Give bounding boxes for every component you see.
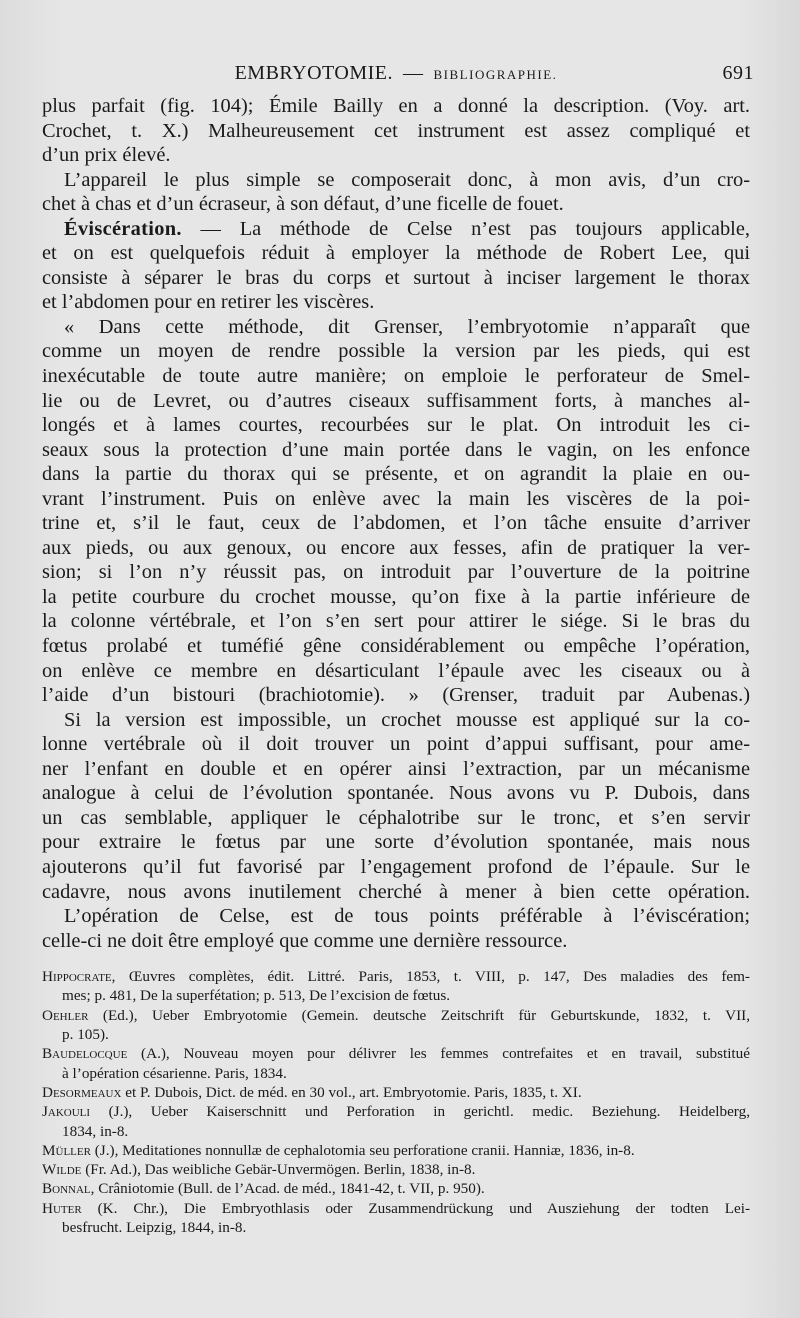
- text-line: inexécutable de toute autre manière; on emploie le perforateur de Smel-: [42, 365, 750, 388]
- text-fragment: (J.), Meditationes nonnullæ de cephalotomia seu perforatione cranii. Hanniæ, 1836, in-8.: [90, 1141, 635, 1159]
- bibliography-author: Huter: [42, 1199, 82, 1217]
- running-title: [235, 62, 558, 85]
- bibliography-author: Müller: [42, 1141, 91, 1159]
- text-line: L’opération de Celse, est de tous points préférable à l’éviscération;: [64, 905, 750, 928]
- text-line: consiste à séparer le bras du corps et surtout à inciser largement le thorax: [42, 266, 750, 289]
- text-line: un cas semblable, appliquer le céphalotribe sur le tronc, et s’en servir: [42, 806, 750, 829]
- text-line: analogue à celui de l’évolution spontanée. Nous avons vu P. Dubois, dans: [42, 782, 750, 805]
- bibliography-entry: [42, 1102, 750, 1141]
- text-line: Si la version est impossible, un crochet mousse est appliqué sur la co-: [64, 708, 750, 731]
- bibliography-author: Baudelocque: [42, 1045, 128, 1063]
- bibliography-entry: [42, 1006, 750, 1045]
- text-line: la colonne vértébrale, et l’on s’en sert pour attirer le siége. Si le bras du: [42, 610, 750, 633]
- text-fragment: (A.), Nouveau moyen pour délivrer les femmes contrefaites et en travail, substitué: [127, 1045, 750, 1063]
- bibliography-author: Oehler: [42, 1006, 89, 1024]
- text-fragment: (J.), Ueber Kaiserschnitt und Perforation in gerichtl. medic. Beziehung. Heidelberg,: [90, 1103, 750, 1121]
- text-fragment: Crâniotomie (Bull. de l’Acad. de méd., 1841-42, t. VII, p. 950).: [94, 1180, 485, 1198]
- bibliography-entry: [42, 1141, 750, 1160]
- bibliography-entry: [42, 1199, 750, 1238]
- text-line: lie ou de Levret, ou d’autres ciseaux suffisamment forts, à manches al-: [42, 389, 750, 412]
- text-line: aux pieds, ou aux genoux, ou encore aux fesses, afin de pratiquer la ver-: [42, 536, 750, 559]
- text-line: p. 105).: [62, 1026, 109, 1044]
- text-line: 1834, in-8.: [62, 1122, 129, 1140]
- text-line: et on est quelquefois réduit à employer la méthode de Robert Lee, qui: [42, 242, 750, 265]
- text-line: Crochet, t. X.) Malheureusement cet instrument est assez compliqué et: [42, 119, 750, 142]
- text-line: vrant l’instrument. Puis on enlève avec la main les viscères de la poi-: [42, 487, 750, 510]
- text-line: mes; p. 481, De la superfétation; p. 513, De l’excision de fœtus.: [62, 987, 451, 1005]
- section-heading-evisceration: Éviscération.: [64, 217, 182, 240]
- text-line: [42, 1179, 750, 1198]
- text-line: à l’opération césarienne. Paris, 1834.: [62, 1064, 287, 1082]
- text-line: [42, 967, 750, 986]
- bibliography-author: Desormeaux: [42, 1083, 122, 1101]
- paragraph-1: [42, 94, 750, 168]
- paragraph-6: [42, 904, 750, 953]
- bibliography-entry: [42, 1083, 750, 1102]
- text-line: [42, 1102, 750, 1121]
- text-line: et l’abdomen pour en retirer les viscères.: [42, 291, 375, 314]
- text-line: celle-ci ne doit être employé que comme une dernière ressource.: [42, 929, 568, 952]
- section-title: BIBLIOGRAPHIE.: [433, 67, 558, 82]
- running-header: [42, 62, 754, 94]
- text-line: d’un prix élevé.: [42, 144, 171, 167]
- text-line: fœtus prolabé et tuméfié gêne considérablement ou empêche l’opération,: [42, 635, 750, 658]
- text-fragment: et P. Dubois, Dict. de méd. en 30 vol., art. Embryotomie. Paris, 1835, t. XI.: [121, 1083, 582, 1101]
- text-line: sion; si l’on n’y réussit pas, on introduit par l’ouverture de la poitrine: [42, 561, 750, 584]
- bibliography-entry: [42, 1044, 750, 1083]
- text-fragment: (K. Chr.), Die Embryothlasis oder Zusammendrückung und Ausziehung der todten Lei-: [81, 1199, 750, 1217]
- text-line: « Dans cette méthode, dit Grenser, l’embryotomie n’apparaît que: [64, 315, 750, 338]
- text-line: pour extraire le fœtus par une sorte d’évolution spontanée, mais nous: [42, 831, 750, 854]
- paragraph-quote-grenser: [42, 315, 750, 708]
- text-fragment: — La méthode de Celse n’est pas toujours applicable,: [181, 217, 750, 240]
- header-separator: —: [403, 62, 424, 84]
- text-line: L’appareil le plus simple se composerait donc, à mon avis, d’un cro-: [64, 168, 750, 191]
- text-line: [42, 1083, 750, 1102]
- bibliography-author: Wilde: [42, 1161, 82, 1179]
- text-line: [42, 1199, 750, 1218]
- text-line: longés et à lames courtes, recourbées sur le plat. On introduit les ci-: [42, 414, 750, 437]
- text-line: comme un moyen de rendre possible la version par les pieds, qui est: [42, 340, 750, 363]
- text-line: [42, 217, 750, 242]
- text-line: seaux sous la protection d’une main portée dans le vagin, on les enfonce: [42, 438, 750, 461]
- text-line: trine et, s’il le faut, ceux de l’abdomen, et l’on tâche ensuite d’arriver: [42, 512, 750, 535]
- paragraph-5: [42, 708, 750, 904]
- text-line: cadavre, nous avons inutilement cherché à mener à bien cette opération.: [42, 880, 750, 903]
- body-text: [42, 94, 750, 953]
- bibliography: [42, 967, 750, 1237]
- text-line: [42, 1044, 750, 1063]
- text-line: [42, 1160, 750, 1179]
- chapter-title: EMBRYOTOMIE.: [234, 62, 393, 84]
- text-fragment: (Fr. Ad.), Das weibliche Gebär-Unvermögen. Berlin, 1838, in-8.: [81, 1161, 476, 1179]
- text-line: [42, 1141, 750, 1160]
- text-line: ner l’enfant en double et en opérer ainsi l’extraction, par un mécanisme: [42, 757, 750, 780]
- page-number: 691: [722, 62, 754, 84]
- bibliography-author: Jakouli: [42, 1103, 91, 1121]
- bibliography-author: Hippocrate,: [42, 968, 116, 986]
- paragraph-evisceration: [42, 217, 750, 315]
- text-line: [42, 1006, 750, 1025]
- text-line: plus parfait (fig. 104); Émile Bailly en a donné la description. (Voy. art.: [42, 95, 750, 117]
- text-fragment: (Ed.), Ueber Embryotomie (Gemein. deutsche Zeitschrift für Geburtskunde, 1832, t. VII,: [88, 1006, 750, 1024]
- text-line: la petite courbure du crochet mousse, qu’on fixe à la partie inférieure de: [42, 585, 750, 608]
- text-line: lonne vertébrale où il doit trouver un point d’appui suffisant, pour ame-: [42, 733, 750, 756]
- bibliography-entry: [42, 1179, 750, 1198]
- text-line: l’aide d’un bistouri (brachiotomie). » (Grenser, traduit par Aubenas.): [42, 684, 750, 707]
- text-line: chet à chas et d’un écraseur, à son défaut, d’une ficelle de fouet.: [42, 193, 564, 216]
- text-line: ajouterons qu’il fut favorisé par l’engagement profond de l’épaule. Sur le: [42, 855, 750, 878]
- bibliography-entry: [42, 1160, 750, 1179]
- text-line: on enlève ce membre en désarticulant l’épaule avec les ciseaux ou à: [42, 659, 750, 682]
- paragraph-2: [42, 168, 750, 217]
- text-line: besfrucht. Leipzig, 1844, in-8.: [62, 1219, 247, 1236]
- bibliography-entry: [42, 967, 750, 1006]
- text-fragment: Œuvres complètes, édit. Littré. Paris, 1853, t. VIII, p. 147, Des maladies des fem-: [115, 968, 750, 986]
- text-line: dans la partie du thorax qui se présente, et on agrandit la plaie en ou-: [42, 463, 750, 486]
- bibliography-author: Bonnal,: [42, 1180, 95, 1198]
